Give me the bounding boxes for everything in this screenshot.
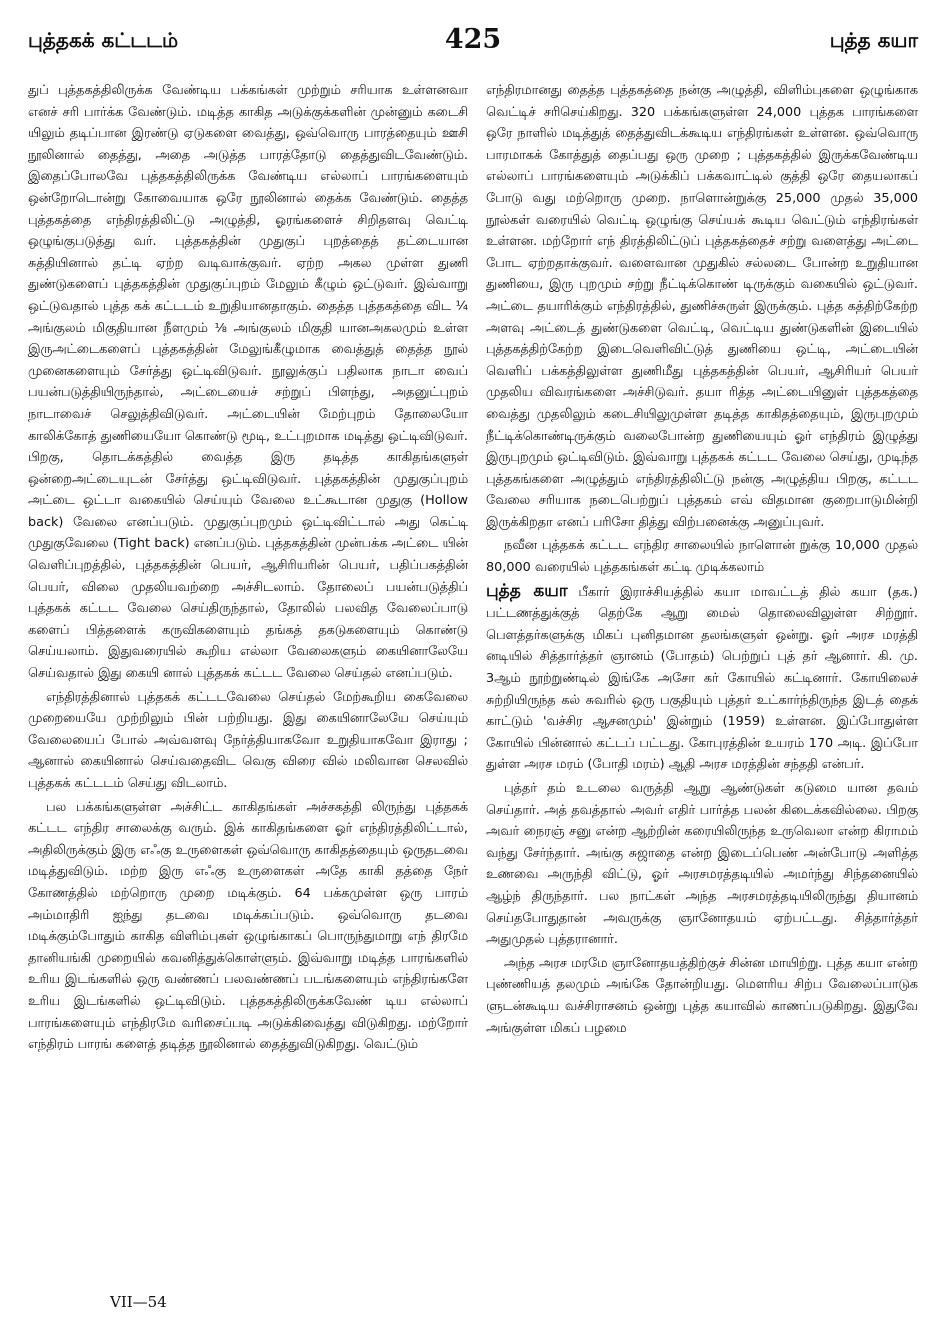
entry-text: பீகார் இராச்சியத்தில் கயா மாவட்டத் தில் கயா (தக.) பட்டணத்துக்குத் தெற்கே ஆறு மைல் தொலைவிலுள்ள சிற்றூர். பௌத்தர்களுக்கு மிகப் புனிதமான தலங்களுள் ஒன்று. ஓர் அரச மரத்தி னடியில் சித்தார்த்தர் ஞானம் (போதம்) பெற்றுப் புத் தர் ஆனார். கி. மு. 3ஆம் நூற்றுண்டில் இங்கே அசோ கர் கோயில் கட்டினார். கோயிலைச் சுற்றியிருந்த கல் சுவரில் ஒரு பகுதியும் புத்தர் உட்கார்ந்திருந்த இடத் தைக் காட்டும் 'வச்சிர ஆசனமும்' இன்றும் (1959) உள்ளன. இப்போதுள்ள கோயில் பின்னால் கட்டப் பட்டது. கோபுரத்தின் உயரம் 170 அடி. இப்போ துள்ள அரச மரம் (போதி மரம்) ஆதி அரச மரத்தின் சந்ததி என்பர். bbox=[486, 584, 918, 773]
left-column bbox=[28, 80, 468, 1281]
paragraph: எந்திரமானது தைத்த புத்தகத்தை நன்கு அழுத்தி, விளிம்புகளை ஒழுங்காக வெட்டிச் சரிசெய்கிறது. 320 பக்கங்களுள்ள 24,000 புத்தக பாரங்களை ஒரே நாளில் மடித்துத் தைத்துவிடக்கூடிய எந்திரங்கள் உள்ளன. ஒவ்வொரு பாரமாகக் கோத்துத் தைப்பது ஒரு முறை ; புத்தகத்தில் இருக்கவேண்டிய எல்லாப் பாரங்களையும் அடுக்கிப் பக்கவாட்டில் குத்தி ஒரே தையலாகப் போடு வது மற்றொரு முறை. நாளொன்றுக்கு 25,000 முதல் 35,000 நூல்கள் வரையில் வெட்டி ஒழுங்கு செய்யக் கூடிய வெட்டும் எந்திரங்கள் உள்ளன. மற்றோர் எந் திரத்திலிட்டுப் புத்தகத்தைச் சற்று வளைத்து அட்டை போட ஏற்றதாக்குவர். வளைவான முதுகில் சல்லடை போன்ற உறுதியான துணியை, இரு புறமும் சற்று நீட்டிக்கொண் டிருக்கும் வகையில் ஒட்டுவர். அட்டை தயாரிக்கும் எந்திரத்தில், துணிச்சுருள் இருக்கும். புத்த கத்திற்கேற்ற அளவு அட்டைத் துண்டுகளை வெட்டி, வெட்டிய துண்டுகளின் இடையில் புத்தகத்திற்கேற்ற இடைவெளிவிட்டுத் துணியை ஒட்டி, அட்டையின் வெளிப் பக்கத்திலுள்ள துணிமீது புத்தகத்தின் பெயர், ஆசிரியர் பெயர் முதலிய விவரங்களை அச்சிடுவர். தயா ரித்த அட்டையினுள் புத்தகத்தை வைத்து முதலிலும் கடைசியிலுமுள்ள தடித்த காகிதத்தையும், இருபுறமும் நீட்டிக்கொண்டிருக்கும் வலைபோன்ற துணியையும் ஓர் எந்திரம் இழுத்து இருபுறமும் ஒட்டிவிடும். இவ்வாறு புத்தகக் கட்டட வேலை செய்து, முடிந்த புத்தகங்களை அழுத்தும் எந்திரத்திலிட்டு நன்கு அழுத்திய பிறகு, கட்டட வேலை சரியாக நடைபெற்றுப் புத்தகம் எவ் விதமான குறைபாடுமின்றி இருக்கிறதா எனப் பரிசோ தித்து விற்பனைக்கு அனுப்புவர். bbox=[486, 83, 918, 530]
running-title-left: புத்தகக் கட்டடம் bbox=[28, 28, 179, 52]
paragraph: துப் புத்தகத்திலிருக்க வேண்டிய பக்கங்கள் முற்றும் சரியாக உள்ளனவா எனச் சரி பார்க்க வேண்டும். மடித்த காகித அடுக்குக்களின் முன்னும் கடைசி யிலும் தடிப்பான இரண்டு ஏடுகளை வைத்து, ஒவ்வொரு பாரத்தையும் ஊசி நூலினால் தைத்து, அதை அடுத்த பாரத்தோடு தைத்துவிடவேண்டும். இதைப்போலவே புத்தகத்திலிருக்க வேண்டிய எல்லாப் பாரங்களையும் ஒன்றோடொன்று கோவையாக ஒரே நூலினால் தைக்க வேண்டும். தைத்த புத்தகத்தை எந்திரத்திலிட்டு அழுத்தி, ஓரங்களைச் சிறிதளவு வெட்டி ஒழுங்குபடுத்து வர். புத்தகத்தின் முதுகுப் புறத்தைத் தட்டையான சுத்தியினால் தட்டி ஏற்ற வடிவாக்குவர். ஏற்ற அகல முள்ள துணி துண்டுகளைப் புத்தகத்தின் முதுகுப்புறம் மேலும் கீழும் ஒட்டுவர். இவ்வாறு ஒட்டுவதால் புத்த கக் கட்டடம் உறுதியானதாகும். தைத்த புத்தகத்தை விட ¼ அங்குலம் மிகுதியான நீளமும் ⅛ அங்குலம் மிகுதி யானஅகலமும் உள்ள இருஅட்டைகளைப் புத்தகத்தின் மேலுங்கீழுமாக வைத்துத் தைத்த நூல் முனைகளையும் சேர்த்து ஒட்டிவிடுவர். நூலுக்குப் பதிலாக நாடா வைப் பயன்படுத்தியிருந்தால், அட்டையைச் சற்றுப் பிளந்து, அதனுட்புறம் நாடாவைச் செலுத்திவிடுவர். அட்டையின் மேற்புறம் தோலையோ காலிக்கோத் துணியையோ கொண்டு மூடி, உட்புறமாக மடித்து ஒட்டிவிடுவர். பிறகு, தொடக்கத்தில் வைத்த இரு தடித்த காகிதங்களுள் ஒன்றைஅட்டையுடன் சேர்த்து ஒட்டிவிடுவர். புத்தகத்தின் முதுகுப்புறம் அட்டை ஒட்டா வகையில் செய்யும் வேலை உட்கூடான முதுகு (Hollow back) வேலை எனப்படும். முதுகுப்புறமும் ஒட்டிவிட்டால் அது கெட்டி முதுகுவேலை (Tight back) எனப்படும். புத்தகத்தின் முன்பக்க அட்டை யின் வெளிப்புறத்தில், புத்தகத்தின் பெயர், ஆசிரியரின் பெயர், பதிப்பகத்தின் பெயர், விலை முதலியவற்றை அச்சிடலாம். தோலைப் பயன்படுத்திப் புத்தகக் கட்டட வேலை செய்திருந்தால், தோலில் பலவித வேலைப்பாடு களைப் பித்தளைக் கருவிகளையும் தங்கத் தகடுகளையும் கொண்டு செய்யலாம். இதுவரையில் கூறிய எல்லா வேலைகளும் கையினாலேயே செய்வதால் இது கையி னால் புத்தகக் கட்டட வேலை செய்தல் எனப்படும். bbox=[28, 83, 468, 682]
right-column bbox=[486, 80, 918, 1281]
paragraph: புத்தர் தம் உடலை வருத்தி ஆறு ஆண்டுகள் கடுமை யான தவம் செய்தார். அத் தவத்தால் அவர் எதிர் பார்த்த பலன் கிடைக்கவில்லை. பிறகு அவர் நைரஞ் சனு என்ற ஆற்றின் கரையிலிருந்த உருவெலா என்ற கிராமம் வந்து சேர்ந்தார். அங்கு சுஜாதை என்ற இடைப்பெண் அன்போடு அளித்த உணவை அருந்தி விட்டு, ஓர் அரசமரத்தடியில் அமர்ந்து சிந்தனையில் ஆழ்ந் திருந்தார். பல நாட்கள் அந்த அரசமரத்தடியிலிருந்து தியானம் செய்தபோதுதான் அவருக்கு ஞானோதயம் ஏற்பட்டது. சித்தார்த்தர் அதுமுதல் புத்தரானார். bbox=[486, 781, 918, 948]
page-number: 425 bbox=[444, 24, 502, 55]
paragraph: நவீன புத்தகக் கட்டட எந்திர சாலையில் நாளொன் றுக்கு 10,000 முதல் 80,000 வரையில் புத்தகங்கள் கட்டி முடிக்கலாம் bbox=[486, 538, 918, 576]
entry-headword: புத்த கயா bbox=[486, 580, 568, 601]
signature-mark: VII—54 bbox=[110, 1293, 167, 1311]
page-header bbox=[28, 24, 918, 58]
paragraph: அந்த அரச மரமே ஞானோதயத்திற்குச் சின்ன மாயிற்று. புத்த கயா என்ற புண்ணியத் தலமும் அங்கே தோன்றியது. மௌரிய சிற்ப வேலைப்பாடுக ளுடன்கூடிய வச்சிராசனம் ஒன்று புத்த கயாவில் காணப்படுகிறது. இதுவே அங்குள்ள மிகப் பழமை bbox=[486, 955, 918, 1036]
running-title-right: புத்த கயா bbox=[829, 28, 918, 52]
paragraph: எந்திரத்தினால் புத்தகக் கட்டடவேலை செய்தல் மேற்கூறிய கைவேலை முறையையே முற்றிலும் பின் பற்றியது. இது கையினாலேயே செய்யும் வேலையைப் போல் அவ்வளவு நேர்த்தியாகவோ உறுதியாகவோ இராது ; ஆனால் கையினால் செய்வதைவிட வெகு விரை வில் மலிவான செலவில் புத்தகக் கட்டடம் செய்து விடலாம். bbox=[28, 689, 468, 791]
encyclopedia-entry bbox=[486, 581, 918, 776]
paragraph: பல பக்கங்களுள்ள அச்சிட்ட காகிதங்கள் அச்சகத்தி லிருந்து புத்தகக் கட்டட எந்திர சாலைக்கு வரும். இக் காகிதங்களை ஓர் எந்திரத்திலிட்டால், அதிலிருக்கும் இரு எஃகு உருளைகள் ஒவ்வொரு காகிதத்தையும் ஒருதடவை மடித்துவிடும். மற்ற இரு எஃகு உருளைகள் அதே காகி தத்தை நேர் கோணத்தில் மற்றொரு முறை மடிக்கும். 64 பக்கமுள்ள ஒரு பாரம் அம்மாதிரி ஐந்து தடவை மடிக்கப்படும். ஒவ்வொரு தடவை மடிக்கும்போதும் காகித விளிம்புகள் ஒழுங்காகப் பொருந்துமாறு எந் திரமே தானியங்கி முறையில் கவனித்துக்கொள்ளும். இவ்வாறு மடித்த பாரங்களில் உரிய இடங்களில் ஒரு வண்ணப் பலவண்ணப் படங்களையும் எந்திரங்களே உரிய இடங்களில் ஒட்டிவிடும். புத்தகத்திலிருக்கவேண் டிய எல்லாப் பாரங்களையும் எந்திரமே வரிசைப்படி அடுக்கிவைத்து விடுகிறது. மற்றோர் எந்திரம் பாரங் களைத் தடித்த நூலினால் தைத்துவிடுகிறது. வெட்டும் bbox=[28, 799, 468, 1053]
